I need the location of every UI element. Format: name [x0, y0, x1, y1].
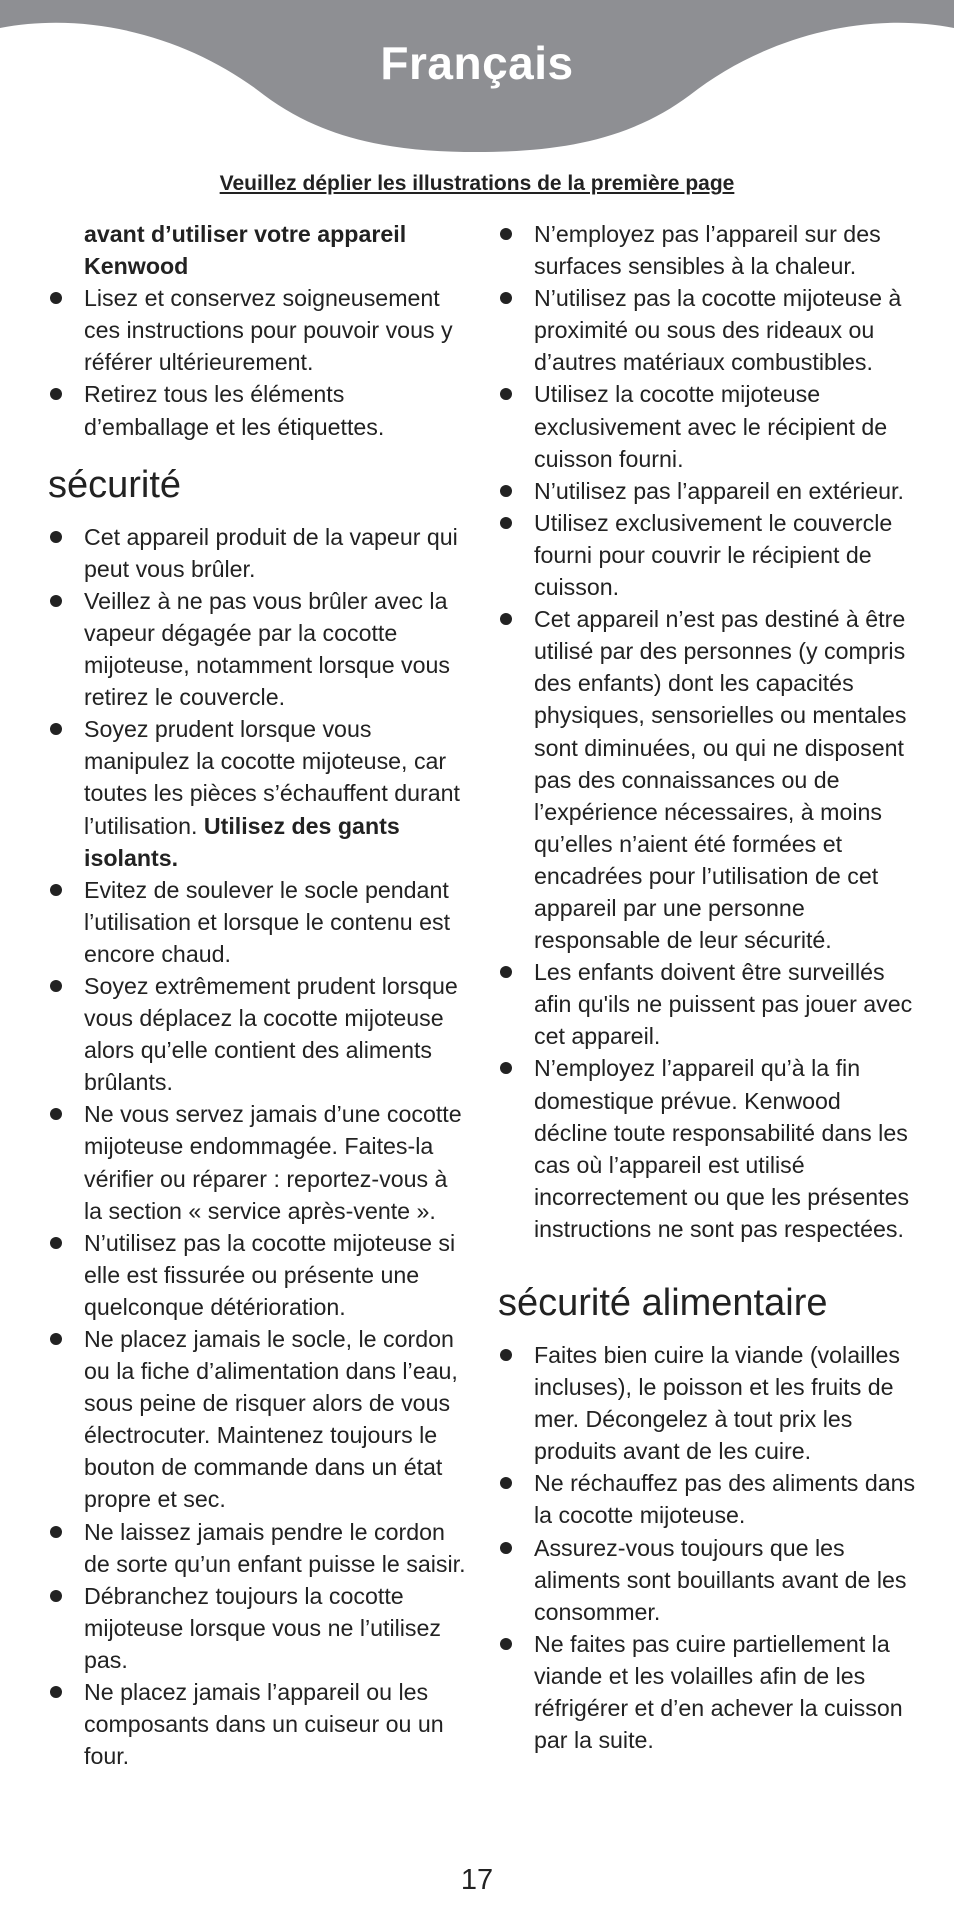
intro-list	[48, 282, 468, 442]
page-number: 17	[460, 1864, 494, 1896]
list-item-text: N’employez pas l’appareil sur des surfaces sensibles à la chaleur.	[534, 221, 881, 280]
list-item	[498, 1052, 920, 1245]
bullet-icon	[500, 1062, 512, 1074]
list-item	[498, 218, 920, 282]
list-item-text: Soyez prudent lorsque vous manipulez la cocotte mijoteuse, car toutes les pièces s’échauffent durant l’utilisation.	[84, 716, 460, 839]
bullet-icon	[500, 1477, 512, 1489]
list-item-text: Les enfants doivent être surveillés afin qu'ils ne puissent pas jouer avec cet appareil.	[534, 959, 913, 1050]
list-item	[498, 475, 920, 507]
list-item-text: Ne laissez jamais pendre le cordon de sorte qu’un enfant puisse le saisir.	[84, 1518, 466, 1577]
list-item-text: Débranchez toujours la cocotte mijoteuse lorsque vous ne l’utilisez pas.	[84, 1582, 442, 1673]
list-item-text: Ne placez jamais le socle, le cordon ou la fiche d’alimentation dans l’eau, sous peine de risquer alors de vous électrocuter. Maintenez toujours le bouton de commande dans un état propre et sec.	[84, 1326, 458, 1513]
bullet-icon	[50, 723, 62, 735]
list-item	[498, 1467, 920, 1531]
bullet-icon	[50, 884, 62, 896]
unfold-notice: Veuillez déplier les illustrations de la première page	[219, 172, 735, 195]
list-item	[498, 1532, 920, 1628]
bullet-icon	[50, 1526, 62, 1538]
list-item-text: N’utilisez pas l’appareil en extérieur.	[534, 477, 904, 504]
bullet-icon	[500, 966, 512, 978]
bullet-icon	[500, 517, 512, 529]
food-safety-list	[498, 1339, 920, 1756]
bullet-icon	[500, 1638, 512, 1650]
list-item-text: Cet appareil produit de la vapeur qui peut vous brûler.	[84, 523, 458, 582]
list-item-text: Ne faites pas cuire partiellement la viande et les volailles afin de les réfrigérer et d’en achever la cuisson par la suite.	[534, 1630, 903, 1754]
list-item	[48, 1516, 468, 1580]
safety-list-right	[498, 218, 920, 1245]
list-item	[498, 956, 920, 1052]
list-item-text: Utilisez exclusivement le couvercle fourni pour couvrir le récipient de cuisson.	[534, 509, 893, 601]
bullet-icon	[50, 1108, 62, 1120]
bullet-icon	[50, 1333, 62, 1345]
bullet-icon	[50, 531, 62, 543]
list-item-text: Evitez de soulever le socle pendant l’utilisation et lorsque le contenu est encore chaud.	[84, 876, 451, 967]
bullet-icon	[50, 980, 62, 992]
bullet-icon	[500, 1349, 512, 1361]
right-column	[498, 218, 920, 1756]
list-item	[498, 507, 920, 603]
bullet-icon	[500, 1542, 512, 1554]
list-item-text: Faites bien cuire la viande (volailles incluses), le poisson et les fruits de mer. Décongelez à tout prix les produits avant de les cuire.	[534, 1342, 901, 1465]
list-item	[498, 1628, 920, 1756]
bullet-icon	[50, 388, 62, 400]
list-item	[48, 378, 468, 442]
safety-heading: sécurité	[48, 463, 182, 506]
list-item	[48, 1676, 468, 1772]
bullet-icon	[500, 228, 512, 240]
list-item	[498, 1339, 920, 1467]
list-item	[48, 1227, 468, 1323]
list-item-text: N’utilisez pas la cocotte mijoteuse si elle est fissurée ou présente une quelconque détérioration.	[84, 1229, 456, 1320]
list-item-text: N’employez l’appareil qu’à la fin domestique prévue. Kenwood décline toute responsabilité dans les cas où l’appareil est utilisé incorrectement ou que les présentes instructions ne sont pas respectées.	[534, 1055, 910, 1242]
bullet-icon	[50, 1590, 62, 1602]
bullet-icon	[500, 613, 512, 625]
language-title: Français	[380, 37, 574, 89]
list-item	[48, 1580, 468, 1676]
gloves-warning: Utilisez des gants isolants.	[84, 812, 400, 871]
list-item-text: Veillez à ne pas vous brûler avec la vapeur dégagée par la cocotte mijoteuse, notamment lorsque vous retirez le couvercle.	[84, 587, 451, 711]
bullet-icon	[500, 485, 512, 497]
list-item	[48, 1323, 468, 1516]
list-item-text: Retirez tous les éléments d’emballage et les étiquettes.	[84, 381, 385, 440]
bullet-icon	[50, 1686, 62, 1698]
list-item	[48, 1098, 468, 1226]
safety-list-left	[48, 521, 468, 1773]
list-item	[48, 713, 468, 873]
list-item	[48, 521, 468, 585]
food-safety-heading: sécurité alimentaire	[498, 1282, 828, 1324]
bullet-icon	[50, 595, 62, 607]
list-item	[48, 585, 468, 713]
left-column	[48, 218, 468, 1772]
list-item-text: Utilisez la cocotte mijoteuse exclusivement avec le récipient de cuisson fourni.	[534, 381, 888, 472]
intro-lead: avant d’utiliser votre appareil Kenwood	[84, 221, 407, 280]
bullet-icon	[50, 292, 62, 304]
page-header	[0, 0, 954, 160]
bullet-icon	[500, 292, 512, 304]
list-item-text: Ne placez jamais l’appareil ou les composants dans un cuiseur ou un four.	[84, 1679, 444, 1770]
list-item-text: Assurez-vous toujours que les aliments sont bouillants avant de les consommer.	[534, 1534, 907, 1625]
bullet-icon	[50, 1237, 62, 1249]
list-item-text: Cet appareil n’est pas destiné à être utilisé par des personnes (y compris des enfants) dont les capacités physiques, sensorielles ou mentales sont diminuées, ou qui ne disposent pas des connaissances ou de l’expérience nécessaires, à moins qu’elles n’aient été formées et encadrées pour l’utilisation de cet appareil par une personne responsable de leur sécurité.	[534, 606, 907, 954]
list-item	[48, 282, 468, 378]
list-item	[498, 603, 920, 956]
list-item-text: Lisez et conservez soigneusement ces instructions pour pouvoir vous y référer ultérieurement.	[84, 285, 453, 376]
list-item	[48, 970, 468, 1098]
list-item-text: Ne vous servez jamais d’une cocotte mijoteuse endommagée. Faites-la vérifier ou réparer : reportez-vous à la section « service après-vente ».	[84, 1101, 462, 1224]
list-item	[498, 282, 920, 378]
bullet-icon	[500, 388, 512, 400]
list-item-text: Soyez extrêmement prudent lorsque vous déplacez la cocotte mijoteuse alors qu’elle contient des aliments brûlants.	[84, 972, 458, 1096]
list-item-text: Ne réchauffez pas des aliments dans la cocotte mijoteuse.	[534, 1470, 916, 1529]
list-item-text: N’utilisez pas la cocotte mijoteuse à proximité ou sous des rideaux ou d’autres matériaux combustibles.	[534, 285, 902, 376]
list-item	[48, 874, 468, 970]
list-item	[498, 378, 920, 474]
